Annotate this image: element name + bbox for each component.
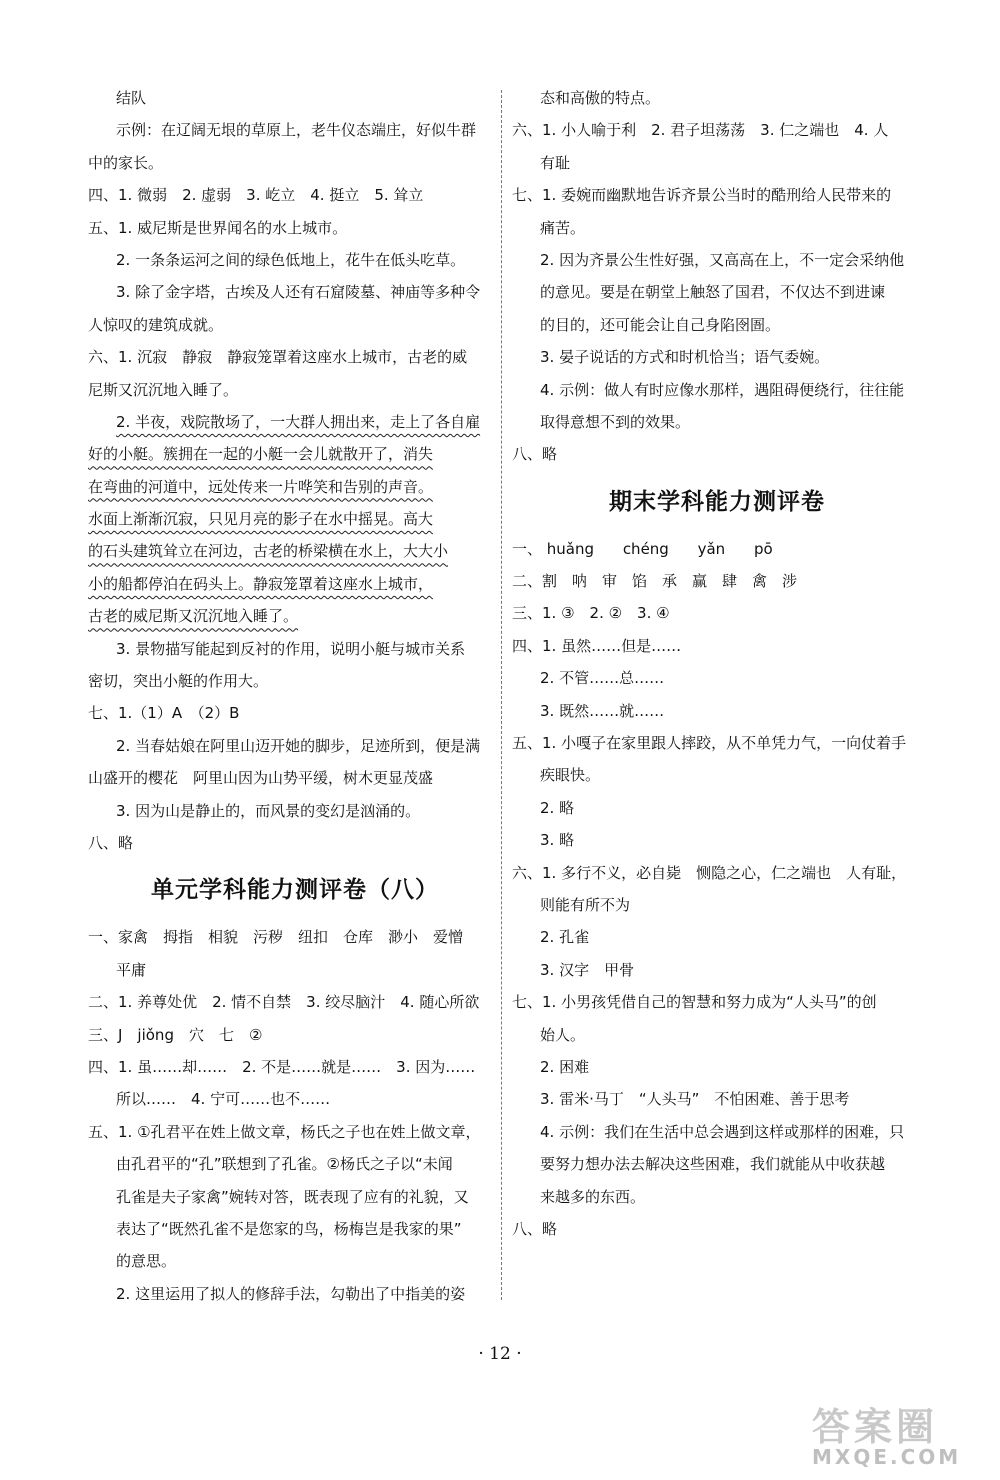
answer-line: 3. 略 [540,831,575,850]
answer-line: 五、1. ①孔君平在姓上做文章，杨氏之子也在姓上做文章， [88,1122,481,1141]
answer-line: 由孔君平的“孔”联想到了孔雀。②杨氏之子以“未闻 [116,1155,453,1174]
answer-line: 八、略 [88,833,134,852]
answer-line: 4. 示例：我们在生活中总会遇到这样或那样的困难，只 [540,1122,905,1141]
answer-line: 七、1.（1）A （2）B [88,704,240,723]
pinyin-item: chéng [622,539,669,558]
answer-line: 的意思。 [116,1252,177,1271]
answer-line: 七、1. 小男孩凭借自己的智慧和努力成为“人头马”的创 [512,993,877,1012]
answer-line: 密切，突出小艇的作用大。 [88,672,269,691]
answer-line: 2. 因为齐景公生性好强，又高高在上，不一定会采纳他 [540,250,905,269]
pinyin-item: huǎng [546,539,595,558]
answer-line: 3. 既然……就…… [540,701,665,720]
underlined-passage-line: 小的船都停泊在码头上。静寂笼罩着这座水上城市， [88,574,434,593]
answer-line: 所以…… 4. 宁可……也不…… [116,1090,331,1109]
answer-line: 人惊叹的建筑成就。 [88,315,224,334]
answer-line: 疾眼快。 [540,766,601,785]
answer-line: 示例：在辽阔无垠的草原上，老牛仪态端庄，好似牛群 [116,121,477,140]
answer-line: 则能有所不为 [540,895,631,914]
answer-line: 2. 略 [540,798,575,817]
answer-line: 结队 [116,89,147,107]
answer-line: 三、J jiǒng 穴 七 ② [88,1025,263,1044]
pinyin-item: pō [753,539,773,558]
page-number: · 12 · [478,1344,522,1364]
answer-line: 五、1. 小嘎子在家里跟人摔跤，从不单凭力气，一向仗着手 [512,734,907,753]
answer-line: 中的家长。 [88,153,164,172]
section-heading: 期末学科能力测评卷 [609,488,825,515]
answer-line: 六、1. 多行不义，必自毙 恻隐之心，仁之端也 人有耻， [512,863,907,882]
watermark-url: MXQE.COM [812,1445,962,1469]
underlined-passage-line: 2. 半夜，戏院散场了，一大群人拥出来，走上了各自雇 [116,412,481,431]
answer-line: 一、家禽 拇指 相貌 污秽 纽扣 仓库 渺小 爱憎 [88,928,464,947]
answer-line: 2. 困难 [540,1057,590,1076]
answer-line: 3. 晏子说话的方式和时机恰当；语气委婉。 [540,348,830,367]
answer-line: 要努力想办法去解决这些困难，我们就能从中收获越 [540,1155,886,1174]
answer-line: 3. 景物描写能起到反衬的作用，说明小艇与城市关系 [116,639,466,658]
answer-line: 3. 因为山是静止的，而风景的变幻是汹涌的。 [116,801,421,820]
answer-line: 2. 不管……总…… [540,669,665,688]
pinyin-item: yǎn [697,539,726,558]
answer-line: 有耻 [540,153,571,172]
answer-line: 的目的，还可能会让自己身陷囹圄。 [540,315,781,334]
answer-line: 始人。 [540,1025,586,1044]
answer-line: 来越多的东西。 [540,1187,646,1206]
answer-line: 二、割 呐 审 馅 承 赢 肆 禽 涉 [512,572,798,591]
answer-line: 态和高傲的特点。 [540,89,661,107]
answer-line: 2. 一条条运河之间的绿色低地上，花牛在低头吃草。 [116,250,466,269]
answer-line: 的意见。要是在朝堂上触怒了国君，不仅达不到进谏 [540,283,886,302]
answer-line: 平庸 [116,960,147,979]
answer-line: 四、1. 虽……却…… 2. 不是……就是…… 3. 因为…… [88,1057,476,1076]
answer-line: 2. 这里运用了拟人的修辞手法，勾勒出了中指美的姿 [116,1284,466,1303]
answer-line: 取得意想不到的效果。 [540,412,691,431]
answer-line: 三、1. ③ 2. ② 3. ④ [512,604,670,623]
underlined-passage-line: 在弯曲的河道中，远处传来一片哗笑和告别的声音。 [88,477,434,496]
pinyin-answer-line [512,533,922,565]
watermark-logo-text: 答案圈 [812,1405,939,1449]
watermark-logo [812,1405,988,1470]
right-column [512,82,922,1245]
underlined-passage-line: 古老的威尼斯又沉沉地入睡了。 [88,607,299,626]
left-column [88,82,502,1310]
section-heading: 单元学科能力测评卷（八） [151,877,439,904]
answer-line: 表达了“既然孔雀不是您家的鸟，杨梅岂是我家的果” [116,1219,462,1238]
answer-line: 尼斯又沉沉地入睡了。 [88,380,239,399]
answer-line: 二、1. 养尊处优 2. 情不自禁 3. 绞尽脑汁 4. 随心所欲 [88,993,480,1012]
answer-line: 3. 汉字 甲骨 [540,960,635,979]
answer-line: 八、略 [512,445,558,464]
answer-line: 七、1. 委婉而幽默地告诉齐景公当时的酷刑给人民带来的 [512,186,892,205]
answer-line: 2. 孔雀 [540,928,590,947]
answer-line: 3. 除了金字塔，古埃及人还有石窟陵墓、神庙等多种令 [116,283,481,302]
answer-line: 4. 示例：做人有时应像水那样，遇阻碍便绕行，往往能 [540,380,905,399]
underlined-passage-line: 好的小艇。簇拥在一起的小艇一会儿就散开了，消失 [88,445,434,464]
answer-line: 八、略 [512,1219,558,1238]
underlined-passage-line: 水面上渐渐沉寂，只见月亮的影子在水中摇晃。高大 [88,510,434,529]
answer-line: 五、1. 威尼斯是世界闻名的水上城市。 [88,218,348,237]
answer-line: 六、1. 小人喻于利 2. 君子坦荡荡 3. 仁之端也 4. 人 [512,121,889,140]
answer-line: 痛苦。 [540,218,586,237]
answer-line: 四、1. 虽然……但是…… [512,636,682,655]
answer-line: 山盛开的樱花 阿里山因为山势平缓，树木更显茂盛 [88,769,434,788]
answer-line: 2. 当春姑娘在阿里山迈开她的脚步，足迹所到，便是满 [116,736,481,755]
answer-line: 孔雀是夫子家禽”婉转对答，既表现了应有的礼貌，又 [116,1187,469,1206]
answer-line: 3. 雷米·马丁 “人头马” 不怕困难、善于思考 [540,1090,850,1109]
underlined-passage-line: 的石头建筑耸立在河边，古老的桥梁横在水上，大大小 [88,542,449,561]
pinyin-label: 一、 [512,539,543,558]
answer-line: 四、1. 微弱 2. 虚弱 3. 屹立 4. 挺立 5. 耸立 [88,186,424,205]
answer-line: 六、1. 沉寂 静寂 静寂笼罩着这座水上城市，古老的威 [88,348,468,367]
